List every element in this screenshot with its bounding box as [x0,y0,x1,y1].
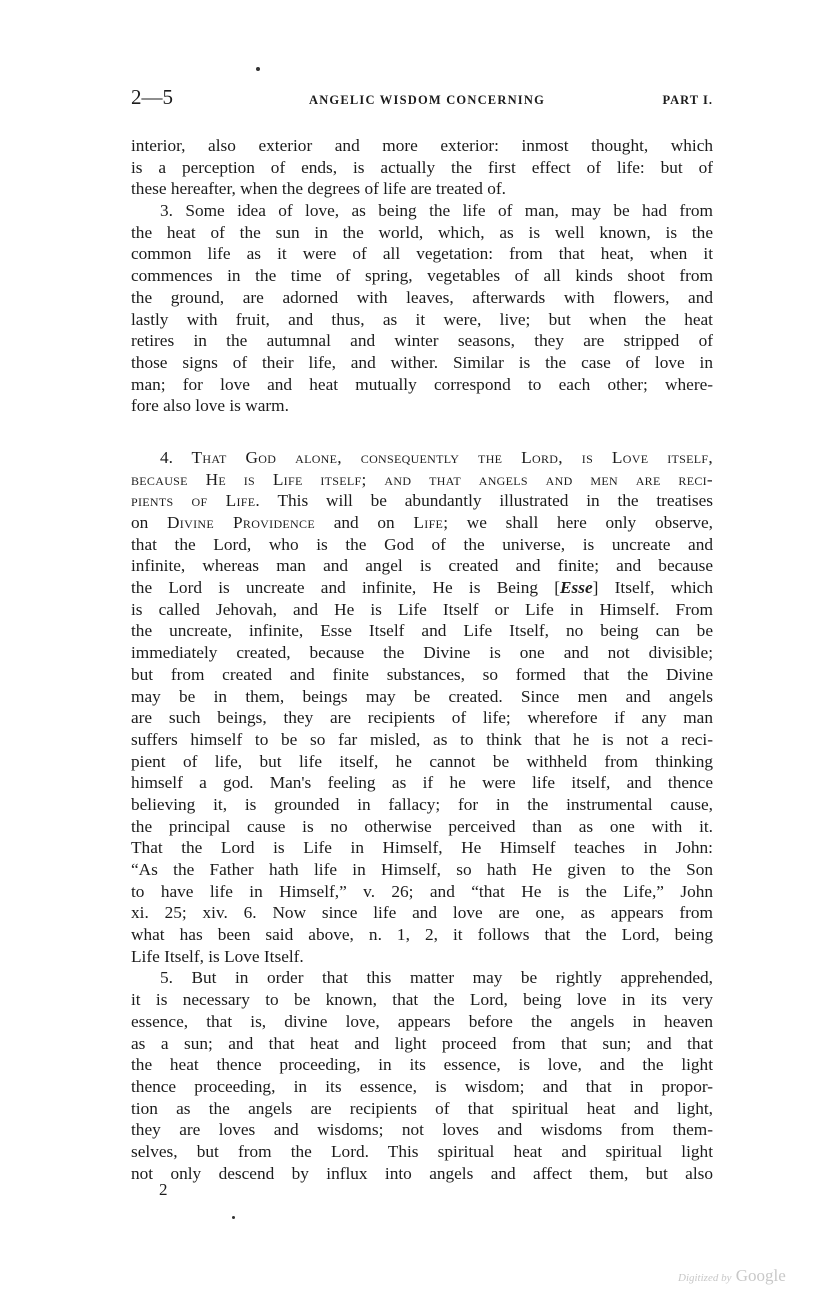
text-run: “As the Father hath life in Himself, so hath He given to the Son [131,860,713,879]
text-line [131,772,713,794]
text-run: tion as the angels are recipients of that spiritual heat and light, [131,1098,713,1118]
text-run: what has been said above, n. 1, 2, it follows that the Lord, being [131,925,713,945]
text-line [131,751,713,773]
text-line [131,135,713,157]
text-line [131,1054,713,1076]
text-run: the Lord is uncreate and infinite, He is Being [ [131,578,560,598]
text-line [131,620,713,642]
text-line [131,222,713,244]
text-line [131,924,713,946]
text-line [131,265,713,287]
text-run: 5. But in order that this matter may be rightly apprehended, [160,968,713,988]
text-line [131,243,713,265]
text-line [131,1098,713,1120]
text-run: the heat of the sun in the world, which, as is well known, is the [131,222,713,242]
text-run: it is necessary to be known, that the Lord, being love in its very [131,990,713,1010]
text-run: 4. [160,447,192,467]
text-line [131,989,713,1011]
text-run: to have life in Himself,” v. 26; and “that He is the Life,” John [131,881,713,901]
small-caps-run: because He is Life itself; and that angels and men are reci- [131,469,713,489]
italic-run: Esse [560,578,593,598]
text-run: interior, also exterior and more exterior: inmost thought, which [131,136,713,155]
text-line [131,1011,713,1033]
text-line [131,902,713,924]
text-line [131,599,713,621]
text-run: the ground, are adorned with leaves, afterwards with flowers, and [131,287,713,307]
text-run: suffers himself to be so far misled, as to think that he is not a reci- [131,729,713,749]
text-run: as a sun; and that heat and light proceed from that sun; and that [131,1033,713,1053]
body-text [131,135,713,1184]
text-line [131,287,713,309]
small-caps-run: Life [413,513,444,532]
ink-speck [232,1216,235,1219]
text-run: xi. 25; xiv. 6. Now since life and love are one, as appears from [131,903,713,923]
text-line [131,555,713,577]
paragraph [131,135,713,200]
text-run: but from created and finite substances, so formed that the Divine [131,664,713,684]
small-caps-run: That God alone, consequently the Lord, is Love itself, [191,447,713,467]
text-line [131,577,713,599]
text-run: This will be abundantly illustrated in the treatises [259,491,713,511]
text-run: they are loves and wisdoms; not loves and wisdoms from them- [131,1120,713,1140]
text-line [131,729,713,751]
text-run: man; for love and heat mutually correspond to each other; where- [131,374,713,394]
text-run: that the Lord, who is the God of the universe, is uncreate and [131,534,713,554]
text-line [131,642,713,664]
text-line [131,309,713,331]
text-run: 3. Some idea of love, as being the life of man, may be had from [160,201,713,221]
running-title: ANGELIC WISDOM CONCERNING [308,93,546,107]
text-line [131,512,713,534]
paragraph [131,200,713,417]
text-run: selves, but from the Lord. This spiritual heat and spiritual light [131,1141,713,1161]
text-line [131,395,713,417]
text-run: infinite, whereas man and angel is created and finite; and because [131,556,713,576]
text-line [131,469,713,491]
text-run: is a perception of ends, is actually the first effect of life: but of [131,157,713,177]
text-run: retires in the autumnal and winter seasons, they are stripped of [131,331,713,351]
text-run: fore also love is warm. [131,396,289,416]
text-line [131,490,713,512]
text-line [131,686,713,708]
watermark-prefix: Digitized by [678,1272,732,1284]
text-run: ] Itself, which [592,578,713,598]
text-line [131,1163,713,1185]
text-run: and on [314,513,414,532]
text-run: the uncreate, infinite, Esse Itself and Life Itself, no being can be [131,621,713,641]
text-run: pient of life, but life itself, he cannot be withheld from thinking [131,751,713,771]
text-line [131,447,713,469]
text-run: these hereafter, when the degrees of life are treated of. [131,179,506,199]
text-run: are such beings, they are recipients of life; wherefore if any man [131,708,713,728]
small-caps-run: pients of Life. [131,491,260,511]
text-line [131,534,713,556]
text-run: ; we shall here only observe, [443,513,714,532]
text-line [131,664,713,686]
text-line [131,837,713,859]
text-run: may be in them, beings may be created. Since men and angels [131,686,713,706]
part-label: PART I. [662,93,713,107]
text-line [131,859,713,881]
text-run: That the Lord is Life in Himself, He Himself teaches in John: [131,838,713,858]
small-caps-run: Divine Providence [167,513,315,532]
ink-speck [256,67,260,71]
text-line [131,967,713,989]
text-run: thence proceeding, in its essence, is wisdom; and that in propor- [131,1076,713,1096]
paragraph [131,447,713,968]
text-run: common life as it were of all vegetation: from that heat, when it [131,244,713,264]
signature-mark: 2 [159,1180,168,1199]
text-run: on [131,513,168,532]
text-run: is called Jehovah, and He is Life Itself or Life in Himself. From [131,599,713,619]
text-run: not only descend by influx into angels and affect them, but also [131,1163,713,1183]
text-line [131,1076,713,1098]
text-line [131,330,713,352]
digitized-by-google-watermark [678,1266,786,1286]
text-line [131,1119,713,1141]
watermark-brand: Google [735,1266,786,1285]
text-line [131,1033,713,1055]
text-run: the heat thence proceeding, in its essence, is love, and the light [131,1055,713,1075]
section-range: 2—5 [131,85,173,109]
text-line [131,200,713,222]
paragraph [131,967,713,1184]
text-run: believing it, is grounded in fallacy; for in the instrumental cause, [131,794,713,814]
text-run: those signs of their life, and wither. Similar is the case of love in [131,352,713,372]
text-line [131,352,713,374]
text-line [131,816,713,838]
text-run: immediately created, because the Divine is one and not divisible; [131,643,713,663]
text-line [131,374,713,396]
text-line [131,1141,713,1163]
text-line [131,946,713,968]
text-line [131,881,713,903]
text-line [131,707,713,729]
text-line [131,157,713,179]
text-run: Life Itself, is Love Itself. [131,946,304,966]
text-run: the principal cause is no otherwise perceived than as one with it. [131,816,713,836]
text-line [131,794,713,816]
text-run: essence, that is, divine love, appears before the angels in heaven [131,1011,713,1031]
text-run: himself a god. Man's feeling as if he were life itself, and thence [131,773,713,793]
text-line [131,178,713,200]
text-run: commences in the time of spring, vegetables of all kinds shoot from [131,266,713,286]
text-run: lastly with fruit, and thus, as it were, live; but when the heat [131,309,713,329]
